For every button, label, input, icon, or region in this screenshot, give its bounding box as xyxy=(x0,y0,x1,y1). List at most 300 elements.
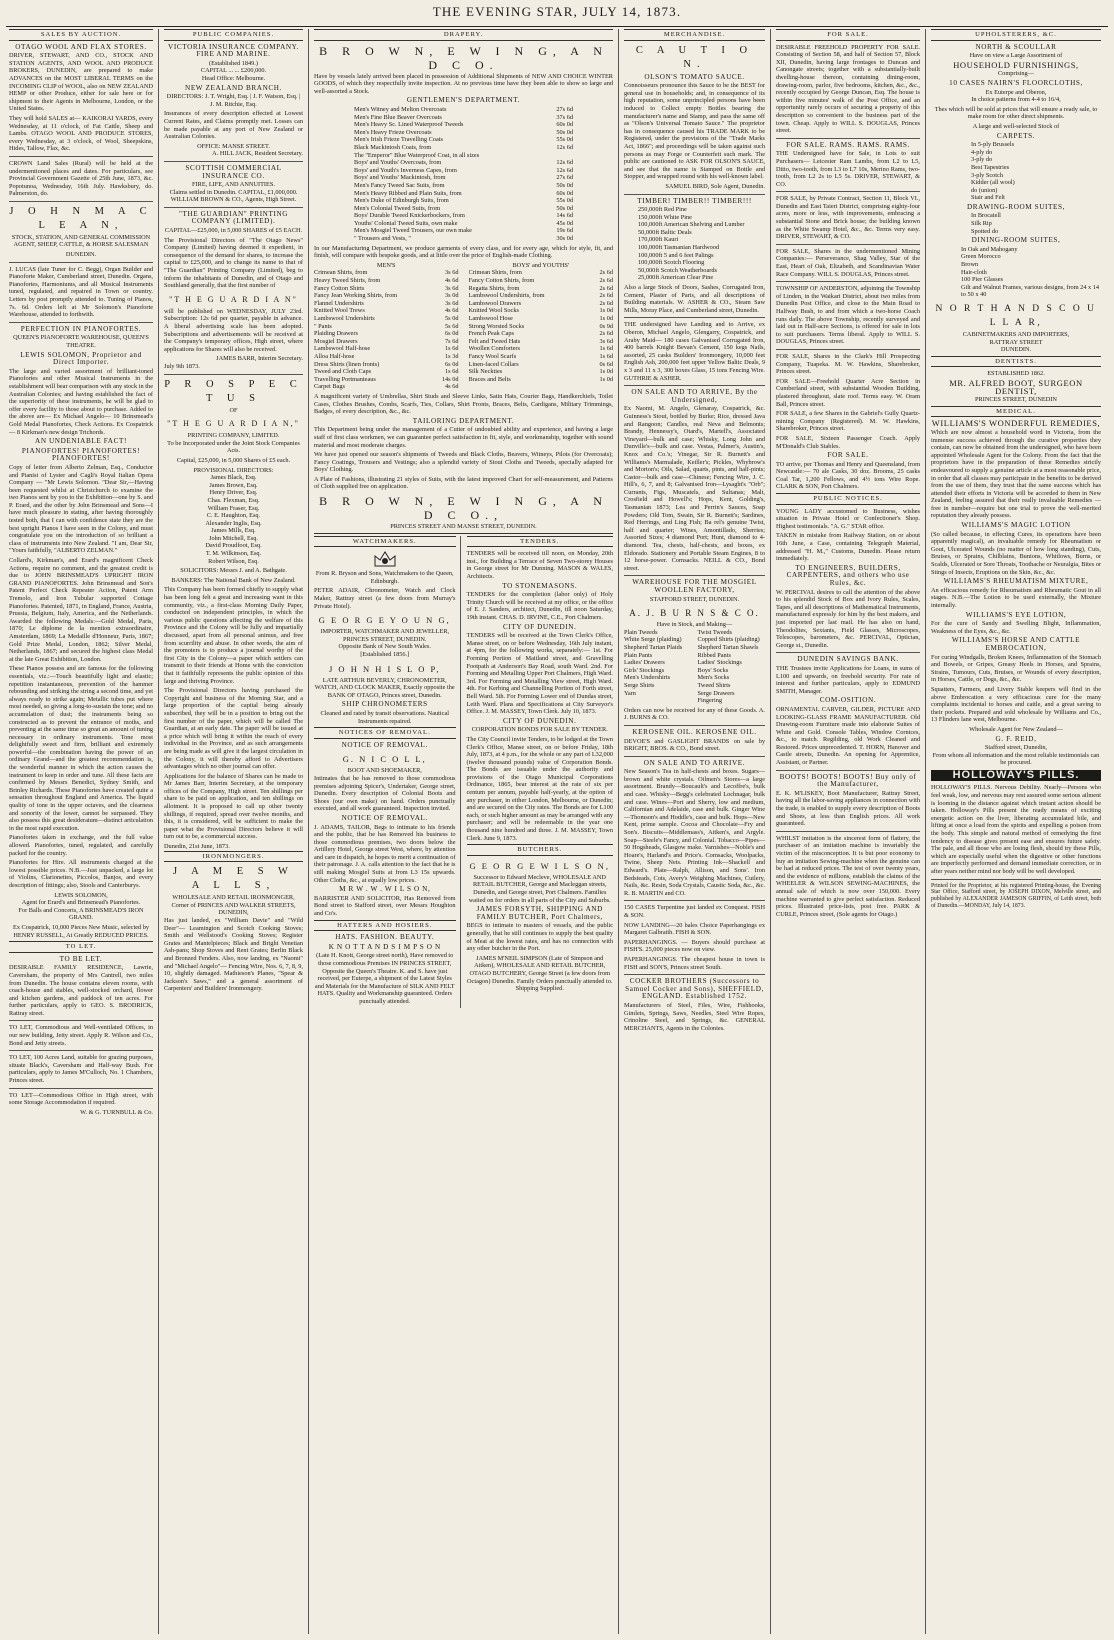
director-name: T. M. Wilkinson, Esq. xyxy=(205,550,262,558)
price-row xyxy=(354,197,573,205)
price-label: Lambswool Undershirts xyxy=(314,315,375,322)
section-header: TO LET. xyxy=(9,941,153,953)
ad-text: will be published on WEDNESDAY, JULY 23rd. Subscription: 12s 6d per quarter, payable in advance. A liberal advertising scale has been adopted. Subscriptions and advertisements will be received at the Company's temporary offices, High street, where applications for Shares will also be received. xyxy=(164,307,303,353)
divider xyxy=(9,156,153,157)
ad-text: The Provisional Directors having purchased the Copyright and business of the Morning Star, and a large proportion of the capital being already subscribed, they will be in a position to bring out the first number of the paper, which will be called The Guardian, at an early date. The paper will be issued at a price which will bring it within the reach of every individual in the Province, and as such arrangements are being made as will give it the largest circulation in the Colony, it will thereby afford to Advertisers advantages which no other journal can offer. xyxy=(164,687,303,771)
list-item: 250,000ft Red Pine xyxy=(638,206,687,214)
ad-title: FOR SALE. xyxy=(827,451,869,460)
ad-title: WILLIAMS'S RHEUMATISM MIXTURE, xyxy=(943,577,1089,586)
ad-text: This Department being under the management of a Cutter of undoubted ability and experience, and having a large staff of first class workmen, we can guarantee perfect satisfaction in fit, style, and workmanship, together with sound material and most moderate charges. xyxy=(314,426,613,449)
ad-heading: B R O W N, E W I N G, A N D C O., xyxy=(319,494,608,523)
price-row xyxy=(314,330,459,338)
price-value: 12s 6d xyxy=(556,143,573,151)
price-row xyxy=(354,212,573,220)
section-header: BUTCHERS. xyxy=(467,844,614,856)
ad-text: J. LUCAS (late Tuner for C. Begg), Organ Builder and Pianoforte Maker, Cumberland street, Dunedin. Organs, Pianofortes, Harmoniums, and all Musical Instruments tuned, regulated, and repaired in Town or country. Letters by post promptly attended to. Tuning of Pianos, 7s. 6d. Orders left at Mr Solomon's Pianoforte Warehouse, attended to forthwith. xyxy=(9,265,153,319)
ad-signature: SAMUEL BIRD, Sole Agent, Dunedin. xyxy=(665,182,765,190)
price-label: Mosgiel Drawers xyxy=(314,337,358,345)
ad-text: PETER ADAIR, Chronometer, Watch and Clock Maker, Rattray street (a few doors from Murray's Private Hotel). xyxy=(314,587,456,610)
ad-text: TENDERS will be received till noon, on Monday, 20th inst., for Building a Terrace of Seven Two-storey Houses in George street for Mr Dunning. MASON & WALES, Architects. xyxy=(466,550,613,581)
price-row xyxy=(354,152,573,160)
ad-title: COCKER BROTHERS (Successors to Samuel Cocker and Sons), SHEFFIELD, ENGLAND. Established 1752. xyxy=(625,977,764,1001)
section-header: HATTERS AND HOSIERS. xyxy=(314,920,456,932)
list-item: Twist Tweeds xyxy=(697,628,733,636)
ad-heading: P R O S P E C T U S xyxy=(164,378,303,404)
sub-column-left xyxy=(314,536,461,1008)
ad-heading: N O R T H A N D S C O U L L A R, xyxy=(935,304,1097,328)
ad-text: TO LET—Commodious Office in High street, with some Storage Accommodation if required. xyxy=(9,1091,153,1107)
price-list xyxy=(314,269,459,391)
price-value: 4s 6d xyxy=(445,307,459,315)
list-item: In 5-ply Brussels xyxy=(971,141,1015,149)
ad-heading: J A M E S W A L L S, xyxy=(173,866,294,892)
ad-text: Connoisseurs pronounce this Sauce to be the BEST for general use in households; and, in consequence of its high reputation, some unprincipled persons have been induced to Collect empty Bottles bearing the manufacturer's name and Stamp, and pass the same off as "Olson's Universal Tomato Sauce." The proprietor has in consequence caused his TRADE MARK to be Registered, under the provisions of the "Trade Marks Act, 1866"; and proceedings will be taken against such persons as may Forge or Counterfeit such mark. The public are cautioned to ASK FOR OLSON'S SAUCE, and see that the name is Stamped on Bottle and Stopper, and wrapped round with his well-known label. xyxy=(624,82,765,181)
price-row xyxy=(469,376,614,384)
ad-subheading: Claims settled in Dunedin. CAPITAL, £1,000,000. WILLIAM BROWN & CO., Agents, High Street. xyxy=(169,188,298,204)
price-value: 1s 0d xyxy=(599,315,613,322)
price-value: 0s 9d xyxy=(599,322,613,330)
director-name: Robert Wilson, Esq. xyxy=(208,557,259,565)
ad-heading: J O H N H I S L O P, xyxy=(329,663,441,674)
ad-subheading: From R. Bryson and Sons, Watchmakers to the Queen, Edinburgh. xyxy=(315,570,454,585)
price-label: Carpet Bags xyxy=(314,383,345,391)
directors-list xyxy=(164,474,303,565)
price-label: The "Emperor" Blue Waterproof Coat, in all sizes xyxy=(354,151,480,159)
price-value: 45s 0d xyxy=(556,219,573,227)
ad-subheading: WHOLESALE AND RETAIL IRONMONGER, xyxy=(172,894,295,902)
list-item: Spotted do xyxy=(971,227,999,235)
list-item: Ladies' Stockings xyxy=(697,659,742,667)
list-item: Ladies' Drawers xyxy=(624,659,665,667)
price-value: 6s 0d xyxy=(445,360,459,368)
ad-title: WILLIAMS'S HORSE AND CATTLE EMBROCATION, xyxy=(951,636,1081,652)
section-header: IRONMONGERS. xyxy=(164,851,303,863)
list-item: Fingering xyxy=(697,697,722,705)
divider xyxy=(9,262,153,263)
price-row xyxy=(354,174,573,182)
ad-title: TAILORING DEPARTMENT. xyxy=(412,416,515,425)
ad-title: K N O T T A N D S I M P S O N xyxy=(328,942,441,951)
ad-text: This Company has been formed chiefly to supply what has been long felt a great and increasing want in this community, viz., a first-class Morning Daily Paper, conducted on independent principles, in which the various public questions affecting the welfare of this Province and the Colony will be fully and impartially discussed, apart from all personal animus, and free from scurrility and abuse. In other words, the aim of the promoters is to produce a journal worthy of the first City in the Colony—a paper which settlers can transmit to their friends at Home with the conviction that it faithfully represents the public opinion of this large and thriving Province. xyxy=(164,586,303,685)
price-label: Boys' and Youths' Mackintosh, from xyxy=(354,174,446,182)
section-header: DRAPERY. xyxy=(314,29,613,41)
price-label: Heavy Tweed Shirts, from xyxy=(314,277,381,285)
list-item: 50,000ft Baltic Deals xyxy=(638,228,692,236)
divider xyxy=(9,322,153,323)
list-heading: BOYS' and YOUTHS' xyxy=(512,261,570,269)
ad-title: AN UNDENIABLE FACT! xyxy=(35,437,127,446)
ad-text: (So called because, in effecting Cures, its operations have been apparently magical), an invaluable remedy for Rheumatism or Gout, Ulcerated Wounds (no matter of how long standing), Cuts, Bruises, or Sprains, Chilblains, Bunions, Whitlows, Burns, or Scalds, Ulcerated or Sore Throats, Toothache or Neuralgia, Bites or Stings of Insects, Eruptions on the Skin, &c., &c. xyxy=(931,530,1101,576)
ad-title: G. F. REID, xyxy=(995,734,1037,743)
price-value: 50s 0d xyxy=(556,128,573,136)
price-row xyxy=(354,121,573,129)
price-row xyxy=(314,361,459,369)
ad-heading: J O H N M A C L E A N, xyxy=(9,205,153,231)
ad-signature: JAMES BARR, Interim Secretary. xyxy=(216,355,303,363)
ad-title: WILLIAMS'S MAGIC LOTION xyxy=(961,521,1071,530)
list-item: 150,000ft White Pine xyxy=(638,213,692,221)
ad-text: From whom all information and the most reliable testimonials can be procured. xyxy=(932,751,1100,767)
divider xyxy=(776,281,920,282)
price-value: 2s 6d xyxy=(599,277,613,285)
ad-subheading: Ex Cospatrick, 10,000 Pieces New Music, selected by HENRY RUSSELL, At Greatly REDUCED PRICES. xyxy=(12,923,150,939)
price-label: Fancy Jean Working Shirts, from xyxy=(314,292,398,300)
ad-subheading: In choice patterns from 4-4 to 16/4, xyxy=(971,96,1061,104)
ad-text: Pianofortes taken in exchange, and the full value allowed. Pianofortes, tuned, regulated, and carefully packed for the country. xyxy=(9,834,153,857)
ad-date: Dunedin, 21st June, 1873. xyxy=(164,843,230,851)
price-value: 19s 6d xyxy=(556,227,573,235)
list-item: Brown xyxy=(961,261,979,269)
ad-text: DEVOE'S and GASLIGHT BRANDS on sale by BRIGHT, BROS. & CO., Bond street. xyxy=(624,737,765,753)
price-label: Men's Heavy Frieze Overcoats xyxy=(354,128,432,136)
price-value: 14s 0d xyxy=(441,375,459,383)
ad-text: PAPERHANGINGS. — Buyers should purchase at FISH'S. 25,000 pieces now on view. xyxy=(624,938,765,954)
ad-text: THE undersigned have Landing and to Arrive, ex Oberon, Michael Angelo, Glengarry, Cospatrick, and Araby Maid— 180 cases Galvanised Corrugated Iron, 400 barrels Knight Bevan's Cement, 150 kegs Nails, assorted, 25 casks Builders' Ironmongery, 10,000 feet English Ash, 200,000 feet upper Yellow Baltic Deals, 9 x 3 and 11 x 3, 300 boxes Glass, 15 tons Fencing Wire. GUTHRIE & ASHER. xyxy=(624,321,765,382)
price-label: Men's Fancy Tweed Sac Suits, from xyxy=(354,181,445,189)
price-value: 1s 6d xyxy=(599,345,613,353)
price-value: 55s 0d xyxy=(556,136,573,144)
ad-title: ON SALE AND TO ARRIVE, By the Undersigned, xyxy=(631,388,758,404)
ad-text: FOR SALE, by Private Contract, Section 11, Block VI., Dunedin and East Taieri District, comprising eighty-four acres, more or less, with improvements, embracing a substantial Stone and Brick house; the building known as the White Swamp Hotel, &c., &c. Terms very easy. DRIVER, STEWART, & CO. xyxy=(776,195,920,241)
price-value: 5s 6d xyxy=(445,322,459,330)
divider xyxy=(776,244,920,245)
price-value: 4s 6d xyxy=(445,383,459,391)
ad-heading: C A U T I O N. xyxy=(635,44,754,70)
ad-text: TENDERS for the completion (labor only) of Holy Trinity Church will be received at my office, or the office of E. J. Sanders, architect, Dunedin, till noon Saturday, 19th instant. CHAS. D. IRVINE, C.E., Port Chalmers. xyxy=(466,591,613,621)
price-value: 1s 6d xyxy=(445,368,459,376)
list-item: Copped Shirts (plaiding) xyxy=(697,636,760,644)
list-item: Ribbed Pants xyxy=(697,651,731,659)
list-item: Men's Undershirts xyxy=(624,674,671,682)
list-item: In Brocatell xyxy=(971,212,1001,220)
goods-list-left xyxy=(624,629,692,705)
ad-title: COM-OSITION. xyxy=(819,696,877,705)
dining-room-list xyxy=(931,246,1101,299)
ad-subheading: QUEEN'S PIANOFORTE WAREHOUSE, QUEEN'S THEATRE. xyxy=(13,334,149,349)
price-label: Crimean Shirts, from xyxy=(468,269,522,277)
ad-title: WILLIAMS'S WONDERFUL REMEDIES, xyxy=(931,418,1101,429)
list-item: Shepherd Tartan Shawls xyxy=(697,643,759,651)
column-sales-by-auction xyxy=(4,29,159,1634)
section-header: TENDERS. xyxy=(467,536,614,548)
ad-text: A magnificent variety of Umbrellas, Shirt Studs and Sleeve Links, Satin Hats, Courier Bags, Handkerchiefs, Toilet Cases, Clothes Brushes, Combs, Scarfs, Ties, Collars, Shirt Fronts, Braces, Belts, Cardigans, Military Trimmings, Badges, of every description, &c., &c. xyxy=(314,392,613,416)
ad-text: 150 CASES Turpentine just landed ex Conquest. FISH & SON. xyxy=(624,904,765,919)
ad-text: JAMES M'NEIL SIMPSON (Late of Simpson and Aitken), WHOLESALE AND RETAIL BUTCHER, OTAGO BUTCHERY, George Street (a few doors from Octagon) Dunedin. Family Orders punctually attended to. Shipping Supplied. xyxy=(467,954,613,993)
price-label: Men's Mosgiel Tweed Trousers, our own make xyxy=(354,227,472,235)
ad-heading: A. J. B U R N S & C O. xyxy=(629,608,760,619)
column-merchandise xyxy=(619,29,771,1634)
ad-text: WHILST imitation is the sincerest form of flattery, the purchaser of an imitation machine is invariably the victim of the misconception. It is but poor economy to buy an imitation Sewing-machine when the genuine can be had at reduced prices. The test of over twenty years, and the evidence of millions, establish the claims of the WHEELER & WILSON SEWING-MACHINES, the annual sale of which is now over 150,000. Every machine warranted to give perfect satisfaction. Reduced prices. Illustrated price-lists, post free. PARK & CURLE, Princes street, (Sole agents for Otago.) xyxy=(776,834,920,918)
divider xyxy=(776,652,920,653)
timber-list xyxy=(624,206,765,282)
list-item: Yarn xyxy=(624,689,636,697)
price-value: 5s 0d xyxy=(445,315,459,322)
price-row xyxy=(314,368,459,376)
price-label: Fancy Wool Scarfs xyxy=(468,352,517,360)
ad-title: DINING-ROOM SUITES, xyxy=(971,236,1061,245)
ad-subheading: Stafford street, Dunedin, xyxy=(984,744,1048,752)
price-row xyxy=(354,220,573,228)
price-value: 1s 6d xyxy=(599,352,613,360)
ad-subheading: PRINCES STREET, DUNEDIN xyxy=(975,396,1057,404)
price-row xyxy=(314,353,459,361)
price-label: Boys' Durable Tweed Knickerbockers, from xyxy=(354,212,465,220)
divider xyxy=(9,201,153,202)
ad-title: KEROSENE OIL. KEROSENE OIL. xyxy=(632,727,757,736)
ad-text: W. PERCIVAL desires to call the attention of the above to his splendid Stock of Box and Ivory Rules, Scales, Tapes, and all descriptions of Mathematical Instruments, manufactured expressly for him by the best makers, and just imported per last mail. He has also on hand, Theodolites, Sextants, Field Glasses, Microscopes, Telescopes, barometers, &c. PERCIVAL, Optician, George st., Dunedin. xyxy=(776,588,920,649)
ad-text: FOR SALE, Shares in the Clark's Hill Prospecting Company, Tuapeka. M. W. Hawkins, Sharebroker, Princes street. xyxy=(776,352,920,376)
price-row xyxy=(314,300,459,308)
price-label: Boys' and Youth's Inverness Capes, from xyxy=(354,166,457,174)
price-label: Men's Witney and Melton Overcoats xyxy=(354,105,447,113)
ad-subheading: OF xyxy=(229,406,238,414)
ad-title: SCOTTISH COMMERCIAL INSURANCE CO. xyxy=(185,163,282,180)
price-row xyxy=(469,285,614,293)
price-row xyxy=(469,323,614,331)
price-row xyxy=(469,277,614,285)
ad-place: DUNEDIN. xyxy=(1000,346,1032,354)
list-item: 100,000ft Tasmanian Hardwood xyxy=(638,244,720,252)
price-label: Silk Neckties xyxy=(468,368,503,376)
price-row xyxy=(314,323,459,331)
columns xyxy=(4,29,1110,1634)
divider xyxy=(624,385,765,386)
ad-text: For the cure of Sandy and Swelling Blight, Inflammation, Weakness of the Eyes, &c., &c. xyxy=(931,620,1101,635)
ad-text: ORNAMENTAL CARVER, GILDER, PICTURE AND LOOKING-GLASS FRAME MANUFACTURER. Old Drawing-room Furniture made into elaborate Suites of White and Gold. Console Tables, Window Cornices, &c., to match. Regilding, old Work Cleaned and Restored. Prices unprecedented. T. HORN, Hanover and Castle streets, Dunedin. An opening for Apprentice, Assistant, or Partner. xyxy=(776,705,920,767)
ad-title: CITY OF DUNEDIN. xyxy=(503,622,577,631)
price-value: 2s 6d xyxy=(599,284,613,292)
list-item: 50,000ft Scotch Weatherboards xyxy=(638,266,717,274)
ad-subheading: DIRECTORS: J. T. Wright, Esq. | J. F. Watson, Esq. | J. M. Ritchie, Esq. xyxy=(166,93,301,108)
ad-title: CITY OF DUNEDIN. xyxy=(503,716,577,725)
divider xyxy=(9,1050,153,1051)
price-label: Alloa Half-hose xyxy=(314,352,355,360)
list-item: Shepherd Tartan Plaids xyxy=(624,643,683,651)
ad-title: WAREHOUSE FOR THE MOSGIEL WOOLLEN FACTORY, xyxy=(632,578,757,594)
list-item: Kidder (all wool) xyxy=(971,179,1015,187)
price-label: Travelling Portmanteaus xyxy=(314,375,376,383)
ad-text: TOWNSHIP OF ANDERSTON, adjoining the Township of Linden, in the Waikari District, about two miles from Dunedin Post Office, and close to the Main Road to Halfway Bush, to and from which a two-horse Coach runs daily. The above Township, recently surveyed and laid out in Half-acre Sections, is offered for sale in lots to suit purchasers. Terms liberal. Apply to WILL S. DOUGLAS, Princes street. xyxy=(776,285,920,346)
ad-subheading: BANKERS: The National Bank of New Zealand. xyxy=(171,576,296,584)
price-row xyxy=(354,159,573,167)
ad-title: DUNEDIN SAVINGS BANK. xyxy=(797,655,899,664)
list-item: 100 Pier Glasses xyxy=(961,276,1003,284)
ad-text: An efficacious remedy for Rheumatism and Rheumatic Gout in all stages. N.B.—The Lotion to be used externally, the Mixture internally. xyxy=(931,586,1101,609)
ad-text: For curing Windgalls, Broken Knees, Inflammation of the Stomach and Bowels, or Gripes, Greasy Heels in Horses, and Sprains, Strains, Tumours, Cuts, Bruises, or Wounds of every description, in Horses, Cattle, or Dogs, &c., &c. xyxy=(931,653,1101,684)
price-row xyxy=(314,376,459,384)
divider xyxy=(624,575,765,576)
ad-title: NORTH & SCOULLAR xyxy=(975,42,1057,51)
list-item: In Oak and Mahogany xyxy=(961,245,1018,253)
ad-title: VICTORIA INSURANCE COMPANY. FIRE AND MARINE. xyxy=(168,42,299,59)
list-item: 100,000ft 5 and 6 feet Palings xyxy=(638,251,714,259)
ad-title: TIMBER! TIMBER!! TIMBER!!! xyxy=(637,196,752,205)
list-item: 100,000ft American Shelving and Lumber xyxy=(638,221,745,229)
price-row xyxy=(314,338,459,346)
list-item: Tweed Shirts xyxy=(697,681,731,689)
ad-heading: "T H E G U A R D I A N," xyxy=(167,419,300,429)
ad-subheading: PRINCES STREET AND MANSE STREET, DUNEDIN. xyxy=(390,523,537,531)
price-value: 60s 0d xyxy=(556,121,573,129)
price-row xyxy=(354,114,573,122)
list-item: 170,000ft Kauri xyxy=(638,236,679,244)
price-row xyxy=(469,361,614,369)
ad-text: New Season's Tea in half-chests and boxes. Sugars—brown and white crystals. Oilmen's Stores—a large assortment. Brandy—Boucault's and Lecoffre's, bulk and case. Whisky—Begg's celebrated Lochnagar, bulk and case. Wines—Port and Sherry, low and medium, Californian and Adelaide, case and bulk. Ginger Wine—Thomson's and Hoddle's, case and bulk. Hops—New Kent, prime sample. Cocoa and Chocolate—Fry and Son's. Biscuits—Middlemass's, Aitken's, and Argyle. Soap—Steele's Fancy, and Colonial. Tobacco—Pipes—50 Hogsheads, Glasgow make. Varnishes—Noble's and Hoare's, Harland's and Price's. Cornsacks, Woolpacks, Twine, Sheep Nets. Printing Ink—Shackell and Edward's. Plate—Ralph, Allison, and Sons'. Iron Bedsteads, Cots, Avery's Weighing Machines, Cutlery, Nails, &c. Resin, Soda Crystals, Caustic Soda, &c., &c. R. B. MARTIN and CO. xyxy=(624,768,765,897)
ad-text: Orders can now be received for any of these Goods. A. J. BURNS & CO. xyxy=(624,706,765,722)
director-name: David Proudfoot, Esq. xyxy=(205,542,262,550)
ad-text: Thes which will be sold at prices that will ensure a ready sale, to make room for other direct shipments. xyxy=(934,105,1098,121)
divider xyxy=(776,770,920,771)
ad-text: DESIRABLE FAMILY RESIDENCE, Lawrie, Caversham, the property of Mrs Cantrell, two miles from Dunedin. The house contains eleven rooms, with coach-house and stables, well-stocked orchard, flower and kitchen gardens, and paddock of ten acres. For further particulars, apply to GEO. S. BRODRICK, Rattray street. xyxy=(9,964,153,1017)
price-row xyxy=(314,285,459,293)
ad-text: The City Council invite Tenders, to be lodged at the Town Clerk's Office, Manse street, on or before Friday, 18th July, 1873, at 4 p.m., for the whole or any part of L32,000 (twelve thousand pounds) value of Corporation Bonds. The Bonds are issuable under the authority and provisions of the Otago Municipal Corporations Ordinance, 1865, bear interest at the rate of six per centum per annum, payable half-yearly, at the option of any purchaser, in either London, Melbourne, or Dunedin; and are secured on the City rates. The Bonds are for L100 each, or such higher amount as may be arranged with any purchaser; and will be redeemable in the year one thousand nine hundred and three. J. M. MASSEY, Town Clerk. June 9, 1873. xyxy=(466,735,613,842)
price-value: 14s 6d xyxy=(556,212,573,220)
price-label: Lambswool Drawers xyxy=(468,299,522,307)
divider xyxy=(9,1020,153,1021)
ad-subheading: PROVISIONAL DIRECTORS: xyxy=(193,466,274,474)
section-header: WATCHMAKERS. xyxy=(314,536,456,548)
ad-title: OTAGO WOOL AND FLAX STORES. xyxy=(15,42,147,51)
goods-list-right xyxy=(698,629,766,705)
divider xyxy=(931,879,1101,880)
price-label: Fancy Cotton Shirts xyxy=(314,284,365,292)
holloway-banner: HOLLOWAY'S PILLS. xyxy=(931,770,1101,782)
list-item: 3-ply Scotch xyxy=(971,171,1004,179)
ad-subheading: CAPITAL—£25,000, in 5,000 SHARES of £5 EACH. xyxy=(164,227,303,235)
price-label: Tweed and Cloth Caps xyxy=(314,368,372,376)
ad-text: Applications for the balance of Shares can be made to Mr James Barr, Interim Secretary, at the temporary offices of the Company, High street. Ten shillings per share to be paid on application, and ten shillings on allotment. It is proposed to call up other twenty shillings, if required, spread over twelve months, and this, it is considered, will be sufficient to make the paper what the Provisional Directors believe it will turn out to be, a commercial success. xyxy=(164,772,303,841)
price-label: Black Mackintosh Coats, from xyxy=(354,143,432,151)
section-header: PUBLIC NOTICES. xyxy=(776,493,920,505)
director-name: Chas. Flexman, Esq. xyxy=(207,496,260,504)
director-name: James Black, Esq. xyxy=(210,474,257,482)
list-item: Plain Tweeds xyxy=(624,628,658,636)
ad-signature: W. & G. TURNBULL & Co. xyxy=(80,1108,153,1116)
column-drapery xyxy=(309,29,619,1634)
price-row xyxy=(469,307,614,315)
list-item: 4-ply do xyxy=(971,148,993,156)
ad-text: FOR SALE, a few Shares in the Gabriel's Gully Quartz-mining Company (Registered). M. W. Hawkins, Sharebroker, Princes street. xyxy=(776,410,920,433)
price-row xyxy=(469,368,614,376)
divider xyxy=(164,374,303,375)
divider xyxy=(624,725,765,726)
royal-crest-icon xyxy=(314,550,456,568)
ad-text: NOW LANDING—20 bales Choice Paperhangings ex Margaret Galbraith. FISH & SON. xyxy=(624,921,765,937)
mens-list xyxy=(314,262,459,391)
section-header: SALES BY AUCTION. xyxy=(9,29,153,41)
price-row xyxy=(469,345,614,353)
price-row xyxy=(354,144,573,152)
list-item: Best Tapestries xyxy=(971,163,1010,171)
price-row xyxy=(469,330,614,338)
ad-title: FOR SALE. RAMS. RAMS. RAMS. xyxy=(786,140,910,149)
price-label: Woollen Comforters xyxy=(468,345,520,353)
price-list xyxy=(469,269,614,383)
ad-title: PIANOFORTES! PIANOFORTES! PIANOFORTES! xyxy=(21,446,141,463)
price-value: 2s 6d xyxy=(599,269,613,277)
ad-heading: "T H E G U A R D I A N" xyxy=(169,294,298,304)
director-name: John Mitchell, Esq. xyxy=(209,534,258,542)
ad-text: Has just landed, ex "William Davie" and "Wild Deer"— Leamington and Scotch Cooking Stoves; Smith and Wellstood's Cooking Stoves; Register Grates and Mantelpieces; Black and Bright Venetian Ash-pans; Shop Stoves and Rent Grates; Berlin Black and Bronzed Fenders. Also, now landing, ex "Naomi" and "Michael Angelo"— Fencing Wire, Nos. 6, 7, 8, 9, 10, slightly damaged. Mathieson's Planes, "Spear & Jackson's Saws," and a general assortment of Carpenters' and Builders' Ironmongery. xyxy=(164,917,303,993)
ad-subheading: Opposite Bank of New South Wales. xyxy=(338,643,431,651)
price-row xyxy=(469,338,614,346)
ad-title: ON SALE AND TO ARRIVE. xyxy=(643,758,746,767)
ad-title: TO ENGINEERS, BUILDERS, CARPENTERS, and others who use Rules, &c. xyxy=(786,563,910,587)
ad-title: PERFECTION IN PIANOFORTES. xyxy=(20,324,142,333)
ad-title: HATS. FASHION. BEAUTY. xyxy=(335,933,435,942)
ad-text: E. K. M'LISKEY, Boot Manufacturer, Rattray Street, having all the labor-saving appliances in connection with the trade, is enabled to supply every description of Boots and Shoes, at less than English prices. All work guaranteed. xyxy=(776,789,920,828)
price-value: 55s 0d xyxy=(556,197,573,205)
ad-subheading: FIRE, LIFE, AND ANNUITIES. xyxy=(192,181,275,189)
price-value: 2s 6d xyxy=(599,330,613,338)
ad-text: TO LET, Commodious and Well-ventilated Offices, in our new building, Jetty street. Apply R. Wilson and Co., Bond and Jetty streets. xyxy=(9,1024,153,1047)
price-label: Men's Heavy Sc. Lined Waterproof Tweeds xyxy=(354,121,464,129)
ad-place: DUNEDIN. xyxy=(65,251,97,259)
price-label: Men's Irish Frieze Travelling Coats xyxy=(354,136,443,144)
price-label: Knitted Wool Socks xyxy=(468,307,519,315)
ad-subheading: LATE ARTHUR BEVERLY, CHRONOMETER, WATCH, AND CLOCK MAKER, Exactly opposite the BANK OF OTAGO, Princes street, Dunedin. xyxy=(314,676,455,699)
ad-text: BARRISTER AND SOLICITOR, Has Removed from Bond street to Stafford street, over Messrs Houghton and Co's. xyxy=(314,894,456,918)
price-row xyxy=(354,167,573,175)
price-label: Lambswool Hose xyxy=(468,315,513,322)
ad-subheading: Wholesale Agent for New Zealand— xyxy=(969,725,1063,733)
price-label: Men's Heavy Ribbed and Plain Suits, from xyxy=(354,189,462,197)
section-header: MEDICAL. xyxy=(931,406,1101,418)
price-row xyxy=(469,292,614,300)
ad-title: WILLIAMS'S EYE LOTION, xyxy=(965,610,1067,619)
carpet-list xyxy=(931,141,1101,202)
price-value: 1s 0d xyxy=(599,375,613,383)
goods-grid xyxy=(624,629,765,705)
price-value: 1s 0d xyxy=(599,368,613,376)
ad-subheading: Ex Euterpe and Oberon, xyxy=(985,88,1047,96)
price-value: 6s 0d xyxy=(445,330,459,338)
price-row xyxy=(354,182,573,190)
ad-heading: G E O R G E W I L S O N, xyxy=(469,860,610,871)
ad-signature: A. HILL JACK, Resident Secretary. xyxy=(212,150,303,158)
price-value: 7s 6d xyxy=(445,337,459,345)
price-value: 60s 0d xyxy=(556,189,573,197)
price-value: 50s 0d xyxy=(556,204,573,212)
ad-title: TO STONEMASONS. xyxy=(502,581,578,590)
masthead: THE EVENING STAR, JULY 14, 1873. xyxy=(6,0,1108,27)
divider xyxy=(776,831,920,832)
divider xyxy=(624,974,765,975)
section-header: MERCHANDISE. xyxy=(624,29,765,41)
ad-signature: LEWIS SOLOMON, xyxy=(54,891,108,899)
director-name: James Mills, Esq. xyxy=(211,527,256,535)
divider xyxy=(776,349,920,350)
director-name: C. E. Haughton, Esq. xyxy=(206,512,261,520)
price-row xyxy=(354,106,573,114)
price-list xyxy=(314,106,613,243)
price-label: " Pants xyxy=(314,322,332,330)
ad-text: A Plate of Fashions, illustrating 21 styles of Suits, with the latest improved Chart for self-measurement, and Patterns of Cloth supplied free on application. xyxy=(314,475,613,491)
ad-subheading: To be Incorporated under the Joint Stock Companies Acts. xyxy=(167,439,300,455)
ad-title: OLSON'S TOMATO SAUCE. xyxy=(644,72,745,81)
ad-subheading: (Established 1849.) xyxy=(209,59,258,67)
price-row xyxy=(354,227,573,235)
price-label: " Trousers and Vests, " xyxy=(354,235,411,243)
ad-text: THE Undersigned have for Sale, in Lots to suit Purchasers— Leicester Ram Lambs, from L2 to L5, Ditto, two-tooth, from L3 to L7 10s, Merino Rams, two-tooth, from L2 2s to L5 5s. DRIVER, STEWART, & CO. xyxy=(776,150,920,188)
ad-text: TO LET, 100 Acres Land, suitable for grazing purposes, situate Black's, Caversham and Half-way Bush. For particulars, apply to James M'Culloch, No. 1 Chambers, Princes street. xyxy=(9,1054,153,1085)
price-row xyxy=(354,235,573,243)
list-item: Serge Shirts xyxy=(624,681,655,689)
price-label: French Peak Caps xyxy=(468,330,514,338)
price-label: Flannel Undershirts xyxy=(314,299,364,307)
column-for-sale xyxy=(771,29,926,1634)
ad-title: LEWIS SOLOMON, Proprietor and Direct Importer. xyxy=(20,350,142,367)
